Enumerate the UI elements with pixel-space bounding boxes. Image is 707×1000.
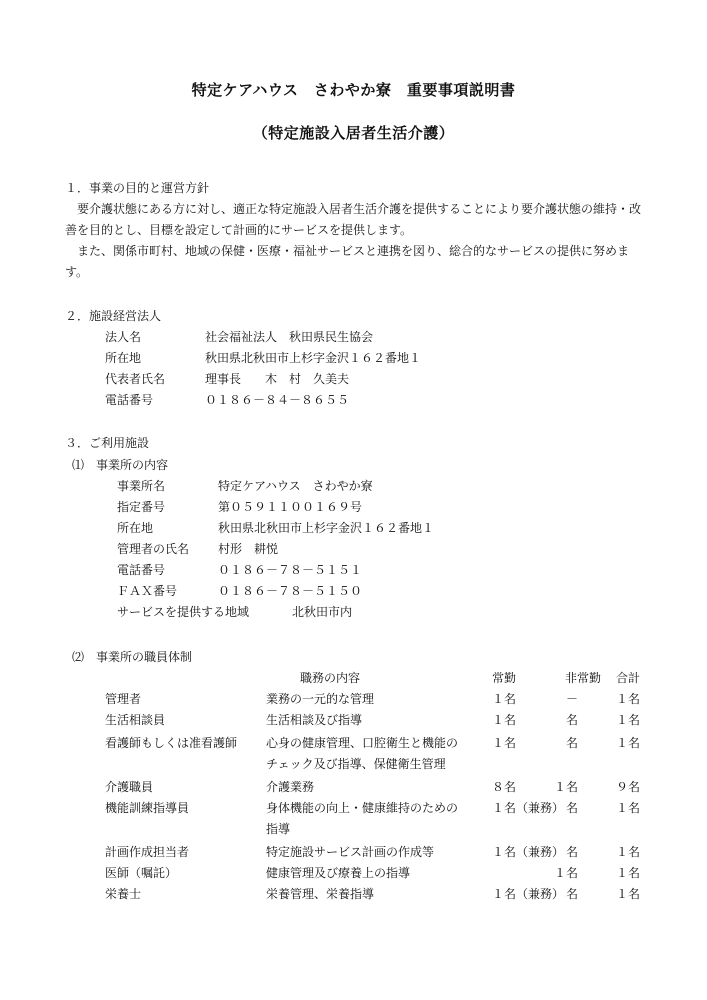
facility-name-label: 事業所名 <box>117 479 166 493</box>
staff-role: 看護師もしくは准看護師 <box>105 736 238 750</box>
staff-total: １名 <box>615 801 640 815</box>
staff-duty: 栄養管理、栄養指導 <box>266 887 375 901</box>
staff-role: 計画作成担当者 <box>105 845 190 859</box>
staff-duty: 特定施設サービス計画の作成等 <box>266 845 435 859</box>
service-area-value: 北秋田市内 <box>292 605 353 619</box>
staff-full-time: １名 <box>492 713 517 727</box>
staff-duty: 業務の一元的な管理 <box>266 692 375 706</box>
staff-part-time: 名 <box>565 713 578 727</box>
corp-phone-label: 電話番号 <box>105 393 154 407</box>
document-subtitle: （特定施設入居者生活介護） <box>252 124 455 142</box>
staff-full-time: １名（兼務） <box>492 845 565 859</box>
column-header-part-time: 非常勤 <box>564 671 601 685</box>
staff-duty: 生活相談及び指導 <box>266 713 363 727</box>
staff-total: １名 <box>615 713 640 727</box>
staff-full-time: １名 <box>492 736 517 750</box>
staff-part-time: 名 <box>565 736 578 750</box>
staff-full-time: １名（兼務） <box>492 887 565 901</box>
staff-total: １名 <box>615 866 640 880</box>
staff-part-time: １名 <box>553 866 578 880</box>
section3-heading: ３．ご利用施設 <box>65 436 150 450</box>
section2-heading: ２．施設経営法人 <box>65 309 162 323</box>
corp-name-value: 社会福祉法人 秋田県民生協会 <box>205 330 374 344</box>
staff-total: １名 <box>615 887 640 901</box>
facility-phone-label: 電話番号 <box>117 563 166 577</box>
designation-number-label: 指定番号 <box>117 500 166 514</box>
column-header-total: 合計 <box>615 671 640 685</box>
facility-fax-label: ＦＡＸ番号 <box>117 584 178 598</box>
corp-representative-value: 理事長 木 村 久美夫 <box>205 372 350 386</box>
section1-paragraph-1: 要介護状態にある方に対し、適正な特定施設入居者生活介護を提供することにより要介護状態の維持・改善を目的とし、目標を設定して計画的にサービスを提供します。 <box>65 202 642 237</box>
staff-total: ９名 <box>615 780 640 794</box>
staff-structure-heading: ⑵ 事業所の職員体制 <box>72 650 193 664</box>
staff-part-time: － <box>565 692 578 706</box>
staff-full-time: １名 <box>492 692 517 706</box>
staff-duty-continued: チェック及び指導、保健衛生管理 <box>266 757 446 771</box>
staff-duty: 介護業務 <box>266 780 315 794</box>
staff-full-time: １名（兼務） <box>492 801 565 815</box>
corp-representative-label: 代表者氏名 <box>105 372 166 386</box>
section1-paragraph-2: また、関係市町村、地域の保健・医療・福祉サービスと連携を図り、総合的なサービスの提供に努めます。 <box>65 244 630 279</box>
staff-role: 栄養士 <box>105 887 142 901</box>
staff-duty: 身体機能の向上・健康維持のための <box>266 801 459 815</box>
staff-part-time: 名 <box>565 801 578 815</box>
corp-name-label: 法人名 <box>105 330 142 344</box>
service-area-label: サービスを提供する地域 <box>117 605 250 619</box>
staff-role: 介護職員 <box>105 780 154 794</box>
column-header-duty: 職務の内容 <box>300 671 361 685</box>
facility-fax-value: ０１８６－７８－５１５０ <box>218 584 363 598</box>
staff-total: １名 <box>615 845 640 859</box>
manager-name-value: 村形 耕悦 <box>218 542 279 556</box>
facility-info-heading: ⑴ 事業所の内容 <box>72 458 169 472</box>
facility-name-value: 特定ケアハウス さわやか寮 <box>218 479 373 493</box>
staff-role: 医師（嘱託） <box>105 866 178 880</box>
staff-total: １名 <box>615 692 640 706</box>
staff-duty: 健康管理及び療養上の指導 <box>266 866 411 880</box>
staff-role: 生活相談員 <box>105 713 166 727</box>
staff-role: 機能訓練指導員 <box>105 801 190 815</box>
staff-total: １名 <box>615 736 640 750</box>
corp-address-value: 秋田県北秋田市上杉字金沢１６２番地１ <box>205 351 422 365</box>
document-title: 特定ケアハウス さわやか寮 重要事項説明書 <box>191 81 516 99</box>
section1-heading: １．事業の目的と運営方針 <box>65 181 210 195</box>
corp-phone-value: ０１８６－８４－８６５５ <box>205 393 350 407</box>
corp-address-label: 所在地 <box>105 351 142 365</box>
facility-address-value: 秋田県北秋田市上杉字金沢１６２番地１ <box>218 521 435 535</box>
column-header-full-time: 常勤 <box>491 671 516 685</box>
staff-part-time: １名 <box>553 780 578 794</box>
facility-address-label: 所在地 <box>117 521 154 535</box>
staff-part-time: 名 <box>565 887 578 901</box>
staff-full-time: ８名 <box>492 780 517 794</box>
facility-phone-value: ０１８６－７８－５１５１ <box>218 563 363 577</box>
staff-role: 管理者 <box>105 692 142 706</box>
designation-number-value: 第０５９１１００１６９号 <box>218 500 363 514</box>
manager-name-label: 管理者の氏名 <box>117 542 190 556</box>
staff-duty: 心身の健康管理、口腔衛生と機能の <box>266 736 459 750</box>
staff-duty-continued: 指導 <box>266 822 291 836</box>
staff-part-time: 名 <box>565 845 578 859</box>
